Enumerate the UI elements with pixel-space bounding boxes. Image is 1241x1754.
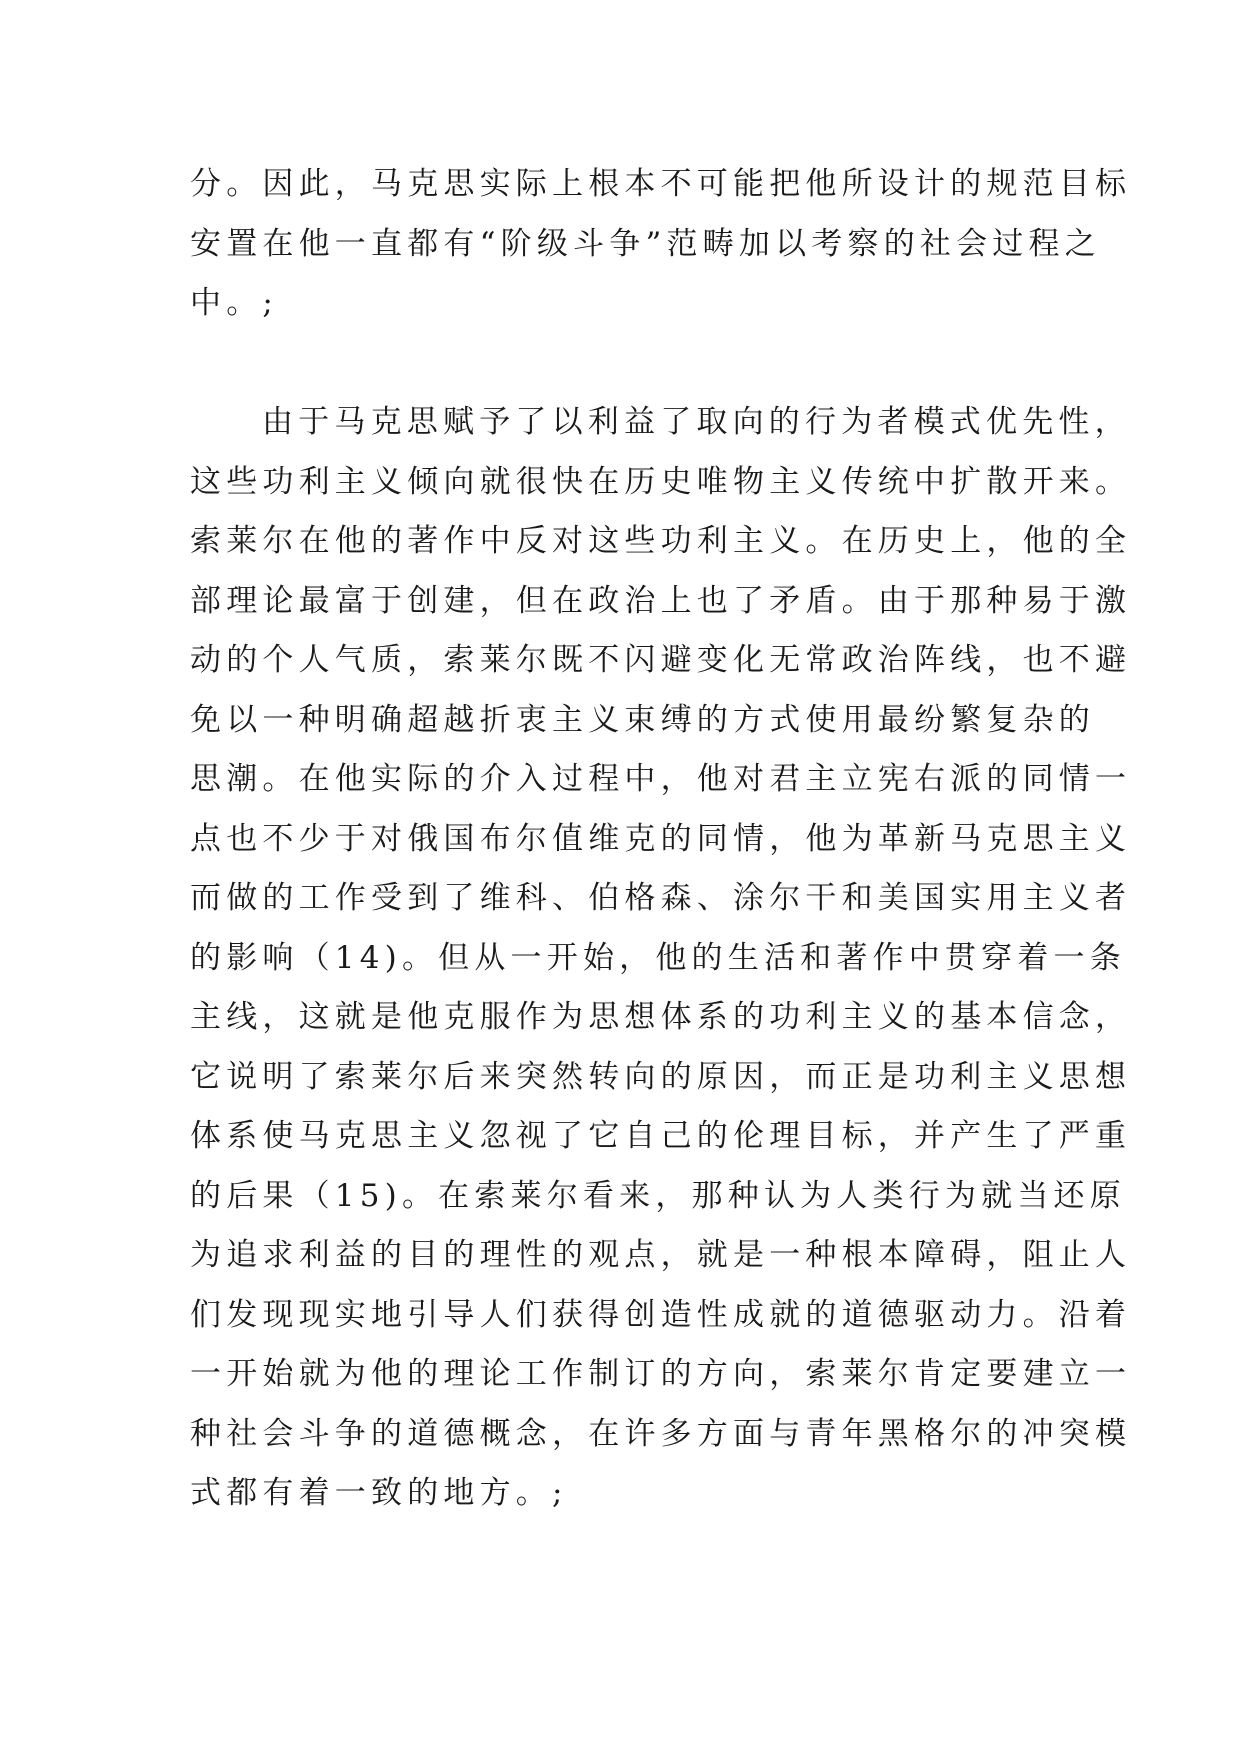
text-line: 思潮。在他实际的介入过程中，他对君主立宪右派的同情一	[190, 761, 1132, 797]
text-line: 们发现现实地引导人们获得创造性成就的道德驱动力。沿着	[190, 1296, 1132, 1333]
text-line: 式都有着一致的地方。;	[190, 1475, 568, 1511]
text-line: 的后果（15)。在索莱尔看来，那种认为人类行为就当还原	[190, 1177, 1126, 1214]
text-line: 主线，这就是他克服作为思想体系的功利主义的基本信念，	[190, 999, 1132, 1035]
text-line: 索莱尔在他的著作中反对这些功利主义。在历史上，他的全	[190, 523, 1132, 559]
text-line: 安置在他一直都有“阶级斗争”范畴加以考察的社会过程之	[190, 225, 1101, 262]
text-line: 由于马克思赋予了以利益了取向的行为者模式优先性，	[262, 404, 1131, 440]
text-line: 免以一种明确超越折衷主义束缚的方式使用最纷繁复杂的	[190, 701, 1095, 738]
text-line: 它说明了索莱尔后来突然转向的原因，而正是功利主义思想	[190, 1058, 1132, 1095]
text-line: 一开始就为他的理论工作制订的方向，索莱尔肯定要建立一	[190, 1356, 1132, 1392]
text-line: 种社会斗争的道德概念，在许多方面与青年黑格尔的冲突模	[190, 1415, 1132, 1452]
text-line: 分。因此，马克思实际上根本不可能把他所设计的规范目标	[190, 166, 1132, 202]
text-line: 而做的工作受到了维科、伯格森、涂尔干和美国实用主义者	[190, 880, 1132, 916]
paragraph-2	[190, 393, 1132, 1524]
text-line: 的影响（14)。但从一开始，他的生活和著作中贯穿着一条	[190, 939, 1126, 976]
text-line: 中。;	[190, 285, 279, 321]
text-line: 动的个人气质，索莱尔既不闪避变化无常政治阵线，也不避	[190, 642, 1132, 678]
text-line: 体系使马克思主义忽视了它自己的伦理目标，并产生了严重	[190, 1118, 1132, 1154]
text-line: 这些功利主义倾向就很快在历史唯物主义传统中扩散开来。	[190, 463, 1132, 500]
text-line: 点也不少于对俄国布尔值维克的同情，他为革新马克思主义	[190, 820, 1132, 857]
paragraph-1	[190, 155, 1132, 334]
text-line: 部理论最富于创建，但在政治上也了矛盾。由于那种易于激	[190, 582, 1132, 619]
text-line: 为追求利益的目的理性的观点，就是一种根本障碍，阻止人	[190, 1237, 1132, 1273]
